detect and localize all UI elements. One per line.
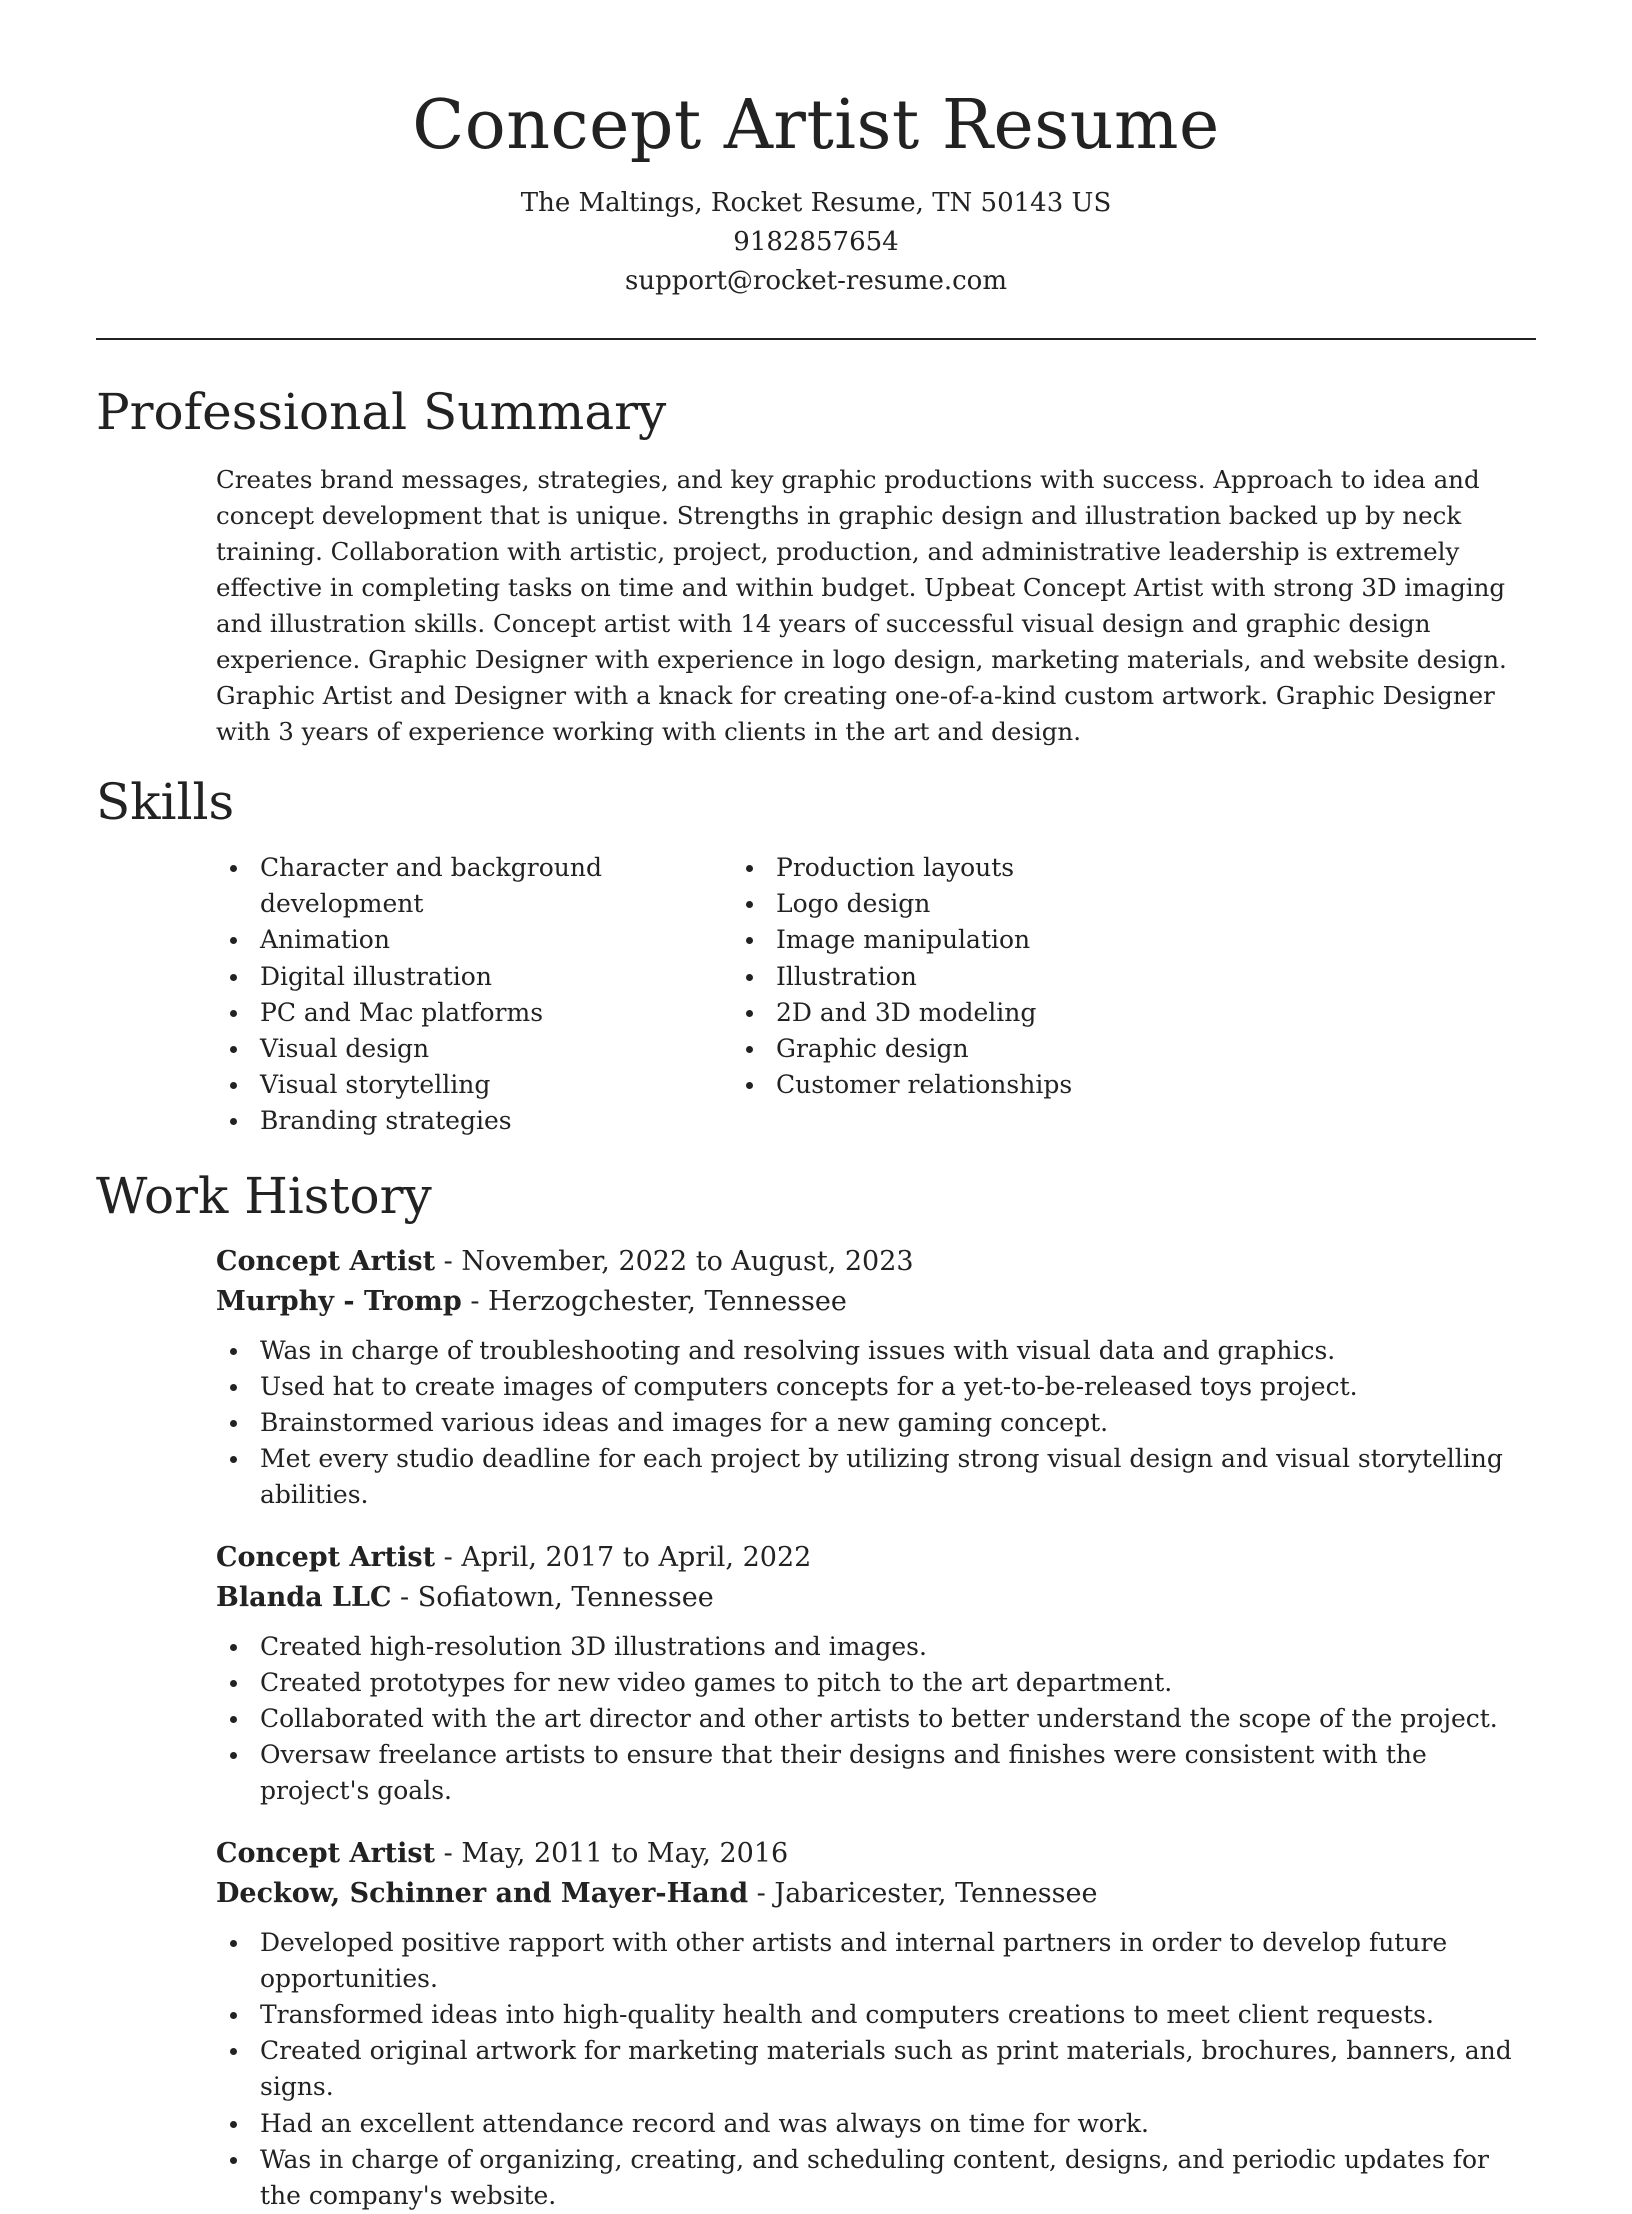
skill-item: Visual storytelling [230,1067,746,1103]
job-location: - Sofiatown, Tennessee [391,1581,714,1613]
job-duty: Created high-resolution 3D illustrations and images. [230,1629,1536,1665]
job-duties-list [216,1333,1536,1514]
job-location: - Herzogchester, Tennessee [461,1285,847,1317]
resume-title: Concept Artist Resume [412,86,1220,165]
job-company-line [216,1874,1536,1914]
resume-header [96,0,1536,301]
summary-heading: Professional Summary [96,383,667,441]
contact-email: support@rocket-resume.com [624,266,1007,296]
job-company-line [216,1578,1536,1618]
skill-item: Image manipulation [746,922,1072,958]
job-company: Deckow, Schinner and Mayer-Hand [216,1877,749,1909]
skills-list-left [230,850,746,1140]
contact-phone: 9182857654 [733,227,899,257]
skill-item: Production layouts [746,850,1072,886]
summary-text: Creates brand messages, strategies, and key graphic productions with success. Approach to idea and concept development that is unique. Strengths in graphic design and illustration backed up by neck training. Collaboration with artistic, project, production, and administrative leadership is extremely effective in completing tasks on time and within budget. Upbeat Concept Artist with strong 3D imaging and illustration skills. Concept artist with 14 years of successful visual design and graphic design experience. Graphic Designer with experience in logo design, marketing materials, and website design. Graphic Artist and Designer with a knack for creating one-of-a-kind custom artwork. Graphic Designer with 3 years of experience working with clients in the art and design. [216,465,1507,746]
skill-item: Animation [230,922,746,958]
skill-item: Branding strategies [230,1103,746,1139]
job-duty: Transformed ideas into high-quality health and computers creations to meet client requests. [230,1997,1536,2033]
job-title-line [216,1834,1536,1874]
job-dates: - April, 2017 to April, 2022 [435,1541,812,1573]
skills-heading: Skills [96,773,235,831]
job-dates: - May, 2011 to May, 2016 [435,1837,789,1869]
skills-list-right [746,850,1072,1140]
job-dates: - November, 2022 to August, 2023 [435,1245,914,1277]
skill-item: Logo design [746,886,1072,922]
skill-item: Customer relationships [746,1067,1072,1103]
job-duty: Had an excellent attendance record and was always on time for work. [230,2106,1536,2142]
job-duty: Brainstormed various ideas and images for a new gaming concept. [230,1405,1536,1441]
job-title: Concept Artist [216,1245,436,1277]
job-duty: Oversaw freelance artists to ensure that their designs and finishes were consistent with the project's goals. [230,1737,1536,1809]
job-title-line [216,1242,1536,1282]
job-duty: Created prototypes for new video games to pitch to the art department. [230,1665,1536,1701]
job-entry [216,1242,1536,1514]
job-duty: Collaborated with the art director and other artists to better understand the scope of the project. [230,1701,1536,1737]
job-company: Blanda LLC [216,1581,392,1613]
job-entry [216,1834,1536,2214]
skill-item: Illustration [746,959,1072,995]
job-duty: Developed positive rapport with other artists and internal partners in order to develop future opportunities. [230,1925,1536,1997]
job-duty: Was in charge of organizing, creating, and scheduling content, designs, and periodic updates for the company's website. [230,2142,1536,2214]
skill-item: 2D and 3D modeling [746,995,1072,1031]
job-title: Concept Artist [216,1541,436,1573]
resume-page [96,0,1536,2214]
contact-address: The Maltings, Rocket Resume, TN 50143 US [520,188,1112,218]
job-duties-list [216,1629,1536,1810]
skill-item: Digital illustration [230,959,746,995]
job-company: Murphy - Tromp [216,1285,462,1317]
work-history-heading: Work History [96,1166,432,1225]
skill-item: Visual design [230,1031,746,1067]
job-title-line [216,1538,1536,1578]
job-entry [216,1538,1536,1810]
job-company-line [216,1282,1536,1322]
job-duty: Created original artwork for marketing materials such as print materials, brochures, banners, and signs. [230,2033,1536,2105]
job-duty: Met every studio deadline for each project by utilizing strong visual design and visual storytelling abilities. [230,1441,1536,1513]
skill-item: Graphic design [746,1031,1072,1067]
job-duty: Used hat to create images of computers concepts for a yet-to-be-released toys project. [230,1369,1536,1405]
skill-item: PC and Mac platforms [230,995,746,1031]
skill-item: Character and background development [230,850,746,922]
header-divider [96,338,1536,340]
job-duties-list [216,1925,1536,2214]
job-duty: Was in charge of troubleshooting and resolving issues with visual data and graphics. [230,1333,1536,1369]
skills-columns [96,850,1536,1140]
job-title: Concept Artist [216,1837,436,1869]
job-location: - Jabaricester, Tennessee [748,1877,1098,1909]
contact-block [96,184,1536,301]
